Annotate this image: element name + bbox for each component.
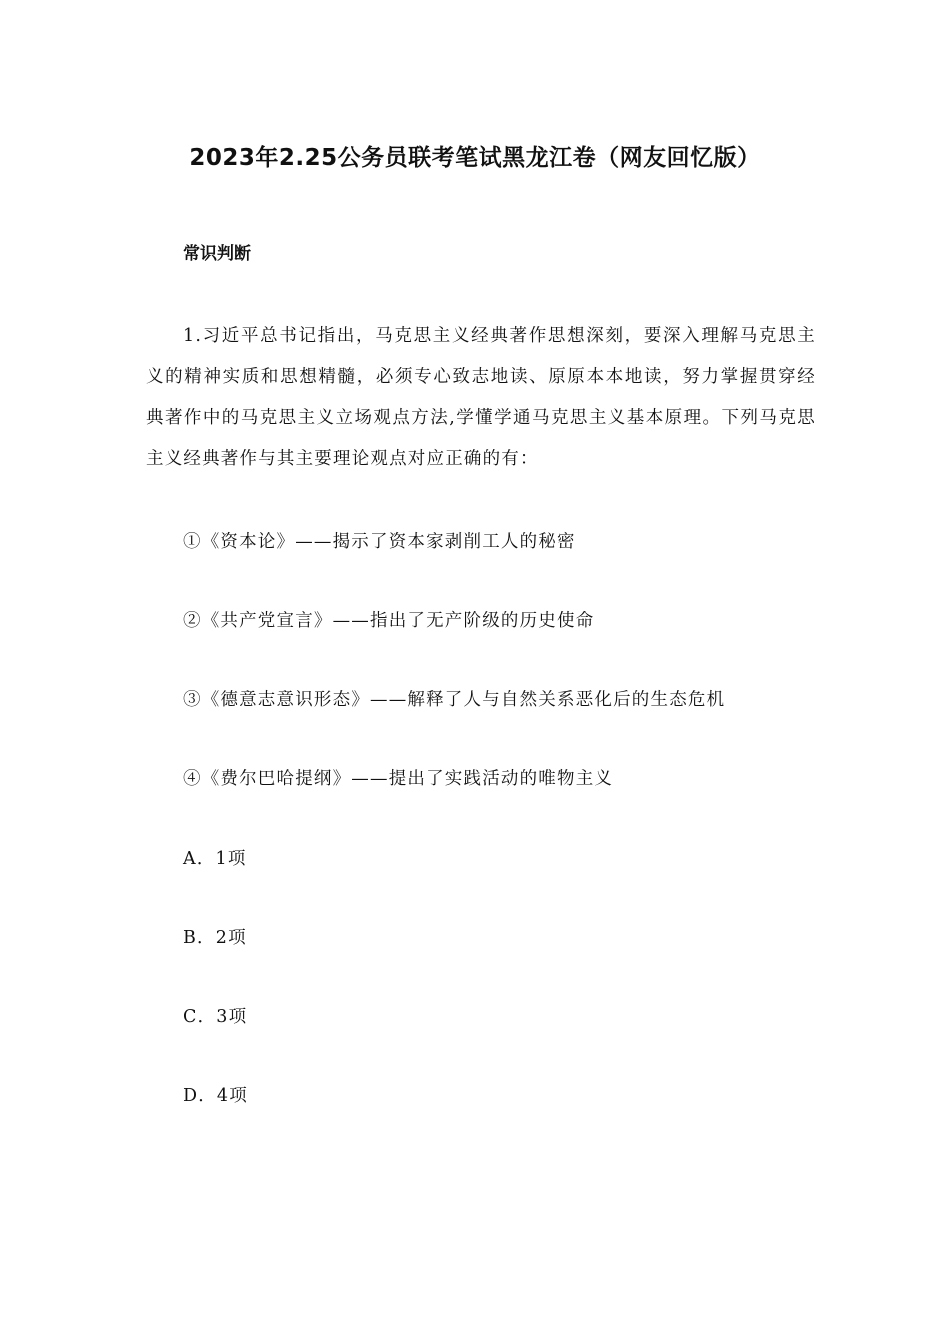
statement-1: ①《资本论》——揭示了资本家剥削工人的秘密 bbox=[183, 532, 576, 552]
statement-4: ④《费尔巴哈提纲》——提出了实践活动的唯物主义 bbox=[183, 769, 614, 789]
document-title: 2023年2.25公务员联考笔试黑龙江卷（网友回忆版） bbox=[189, 145, 761, 171]
option-b: B．2项 bbox=[183, 928, 247, 948]
option-a: A．1项 bbox=[183, 849, 247, 869]
question-stem: 1.习近平总书记指出，马克思主义经典著作思想深刻，要深入理解马克思主义的精神实质和思想精髓，必须专心致志地读、原原本本地读，努力掌握贯穿经典著作中的马克思主义立场观点方法,学懂学通马克思主义基本原理。下列马克思主义经典著作与其主要理论观点对应正确的有： bbox=[146, 326, 816, 469]
statement-3: ③《德意志意识形态》——解释了人与自然关系恶化后的生态危机 bbox=[183, 690, 726, 710]
option-c: C．3项 bbox=[183, 1007, 248, 1027]
section-heading: 常识判断 bbox=[183, 244, 251, 264]
option-d: D．4项 bbox=[183, 1086, 248, 1106]
statement-2: ②《共产党宣言》——指出了无产阶级的历史使命 bbox=[183, 611, 595, 631]
